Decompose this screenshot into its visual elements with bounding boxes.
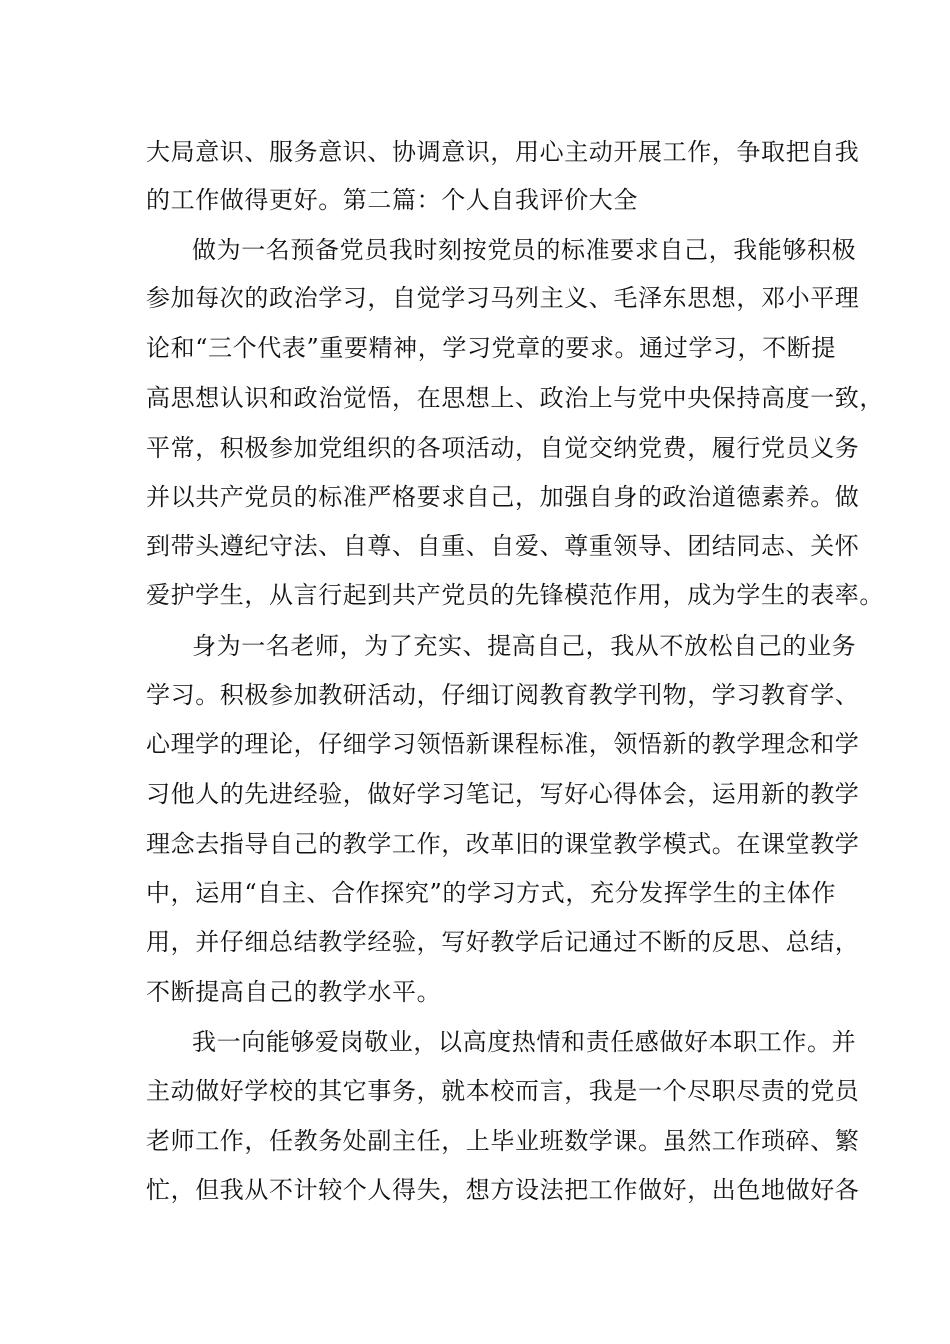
paragraph-first-line: 做为一名预备党员我时刻按党员的标准要求自己，我能够积极: [192, 236, 857, 264]
text-line: 学习。积极参加教研活动，仔细订阅教育教学刊物，学习教育学、: [146, 681, 860, 709]
text-line: 的工作做得更好。第二篇：个人自我评价大全: [146, 186, 638, 214]
text-line: 习他人的先进经验，做好学习笔记，写好心得体会，运用新的教学: [146, 780, 860, 808]
text-line: 参加每次的政治学习，自觉学习马列主义、毛泽东思想，邓小平理: [146, 284, 860, 312]
text-line: 爱护学生，从言行起到共产党员的先锋模范作用，成为学生的表率。: [146, 581, 884, 609]
text-line: 老师工作，任教务处副主任，上毕业班数学课。虽然工作琐碎、繁: [146, 1127, 860, 1155]
paragraph-first-line: 身为一名老师，为了充实、提高自己，我从不放松自己的业务: [192, 632, 857, 660]
text-line: 大局意识、服务意识、协调意识，用心主动开展工作，争取把自我: [146, 138, 860, 166]
text-line: 中，运用“自主、合作探究”的学习方式，充分发挥学生的主体作: [146, 879, 836, 907]
text-line: 平常，积极参加党组织的各项活动，自觉交纳党费，履行党员义务: [146, 434, 860, 462]
text-line: 心理学的理论，仔细学习领悟新课程标准，领悟新的教学理念和学: [146, 730, 860, 758]
text-line: 论和“三个代表”重要精神，学习党章的要求。通过学习，不断提: [146, 334, 836, 362]
text-line: 到带头遵纪守法、自尊、自重、自爱、尊重领导、团结同志、关怀: [146, 532, 860, 560]
paragraph-first-line: 我一向能够爱岗敬业，以高度热情和责任感做好本职工作。并: [192, 1028, 857, 1056]
text-line: 并以共产党员的标准严格要求自己，加强自身的政治道德素养。做: [146, 483, 860, 511]
text-line: 用，并仔细总结教学经验，写好教学后记通过不断的反思、总结，: [146, 928, 860, 956]
text-line: 理念去指导自己的教学工作，改革旧的课堂教学模式。在课堂教学: [146, 830, 860, 858]
text-line: 主动做好学校的其它事务，就本校而言，我是一个尽职尽责的党员: [146, 1077, 860, 1105]
text-line: 高思想认识和政治觉悟，在思想上、政治上与党中央保持高度一致，: [146, 384, 884, 412]
text-line: 忙，但我从不计较个人得失，想方设法把工作做好，出色地做好各: [146, 1176, 860, 1204]
text-line: 不断提高自己的教学水平。: [146, 978, 442, 1006]
